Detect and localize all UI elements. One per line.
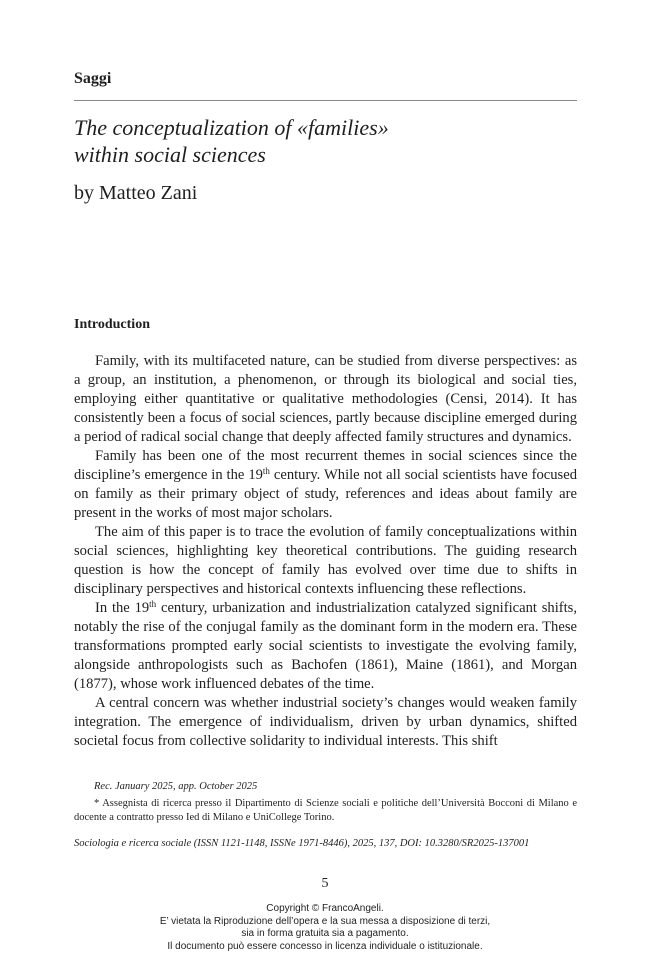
section-heading: Introduction <box>74 317 150 332</box>
copyright-line-2: E’ vietata la Riproduzione dell’opera e la sua messa a disposizione di terzi, <box>159 915 491 927</box>
footnotes <box>74 780 577 825</box>
paragraph-2-text-b: century. While not all social scientists have focused on family as their primary object of study, references and ideas about family are present in the works of most major scholars. <box>74 467 577 521</box>
article-title <box>74 114 577 168</box>
paragraph-3: The aim of this paper is to trace the evolution of family conceptualizations within social sciences, highlighting key theoretical contributions. The guiding research question is how the concept of family has evolved over time due to shifts in disciplinary perspectives and historical contexts influencing these reflections. <box>74 524 577 597</box>
paragraph-2 <box>74 447 577 523</box>
section-label: Saggi <box>74 70 112 87</box>
paragraph-4-text-a: In the 19 <box>95 600 150 616</box>
copyright-notice <box>0 903 650 953</box>
author-byline: by Matteo Zani <box>74 182 198 204</box>
received-dates: Rec. January 2025, app. October 2025 <box>94 781 258 792</box>
author-footnote: * Assegnista di ricerca presso il Dipartimento di Scienze sociali e politiche dell’Università Bocconi di Milano e docente a contratto presso Ied di Milano e UniCollege Torino. <box>74 798 577 823</box>
copyright-line-1: Copyright © FrancoAngeli. <box>266 903 384 914</box>
title-line-1: The conceptualization of «families» <box>74 115 389 140</box>
paragraph-4 <box>74 599 577 694</box>
title-line-2: within social sciences <box>74 142 266 167</box>
copyright-line-4: Il documento può essere concesso in licenza individuale o istituzionale. <box>167 940 483 952</box>
article-body <box>74 352 577 751</box>
paragraph-4-superscript: th <box>149 599 157 609</box>
paragraph-5: A central concern was whether industrial society’s changes would weaken family integration. The emergence of individualism, driven by urban dynamics, shifted societal focus from collective solidarity to individual interests. This shift <box>74 695 577 749</box>
paragraph-4-text-b: century, urbanization and industrialization catalyzed significant shifts, notably the rise of the conjugal family as the dominant form in the modern era. These transformations prompted early social scientists to investigate the evolving family, alongside anthropologists such as Bachofen (1861), Maine (1861), and Morgan (1877), whose work influenced debates of the time. <box>74 600 577 692</box>
paragraph-1: Family, with its multifaceted nature, can be studied from diverse perspectives: as a group, an institution, a phenomenon, or through its biological and social ties, employing either quantitative or qualitative methodologies (Censi, 2014). It has consistently been a focus of social sciences, partly because discipline emerged during a period of radical social change that deeply affected family structures and dynamics. <box>74 353 577 445</box>
paragraph-2-text-a: Family has been one of the most recurrent themes in social sciences since the discipline’s emergence in the 19 <box>74 448 577 483</box>
journal-citation: Sociologia e ricerca sociale (ISSN 1121-1148, ISSNe 1971-8446), 2025, 137, DOI: 10.3280/SR2025-137001 <box>74 838 530 849</box>
header-rule <box>74 100 577 101</box>
paragraph-2-superscript: th <box>262 466 270 476</box>
copyright-line-3: sia in forma gratuita sia a pagamento. <box>241 928 409 939</box>
page-number: 5 <box>321 876 329 891</box>
